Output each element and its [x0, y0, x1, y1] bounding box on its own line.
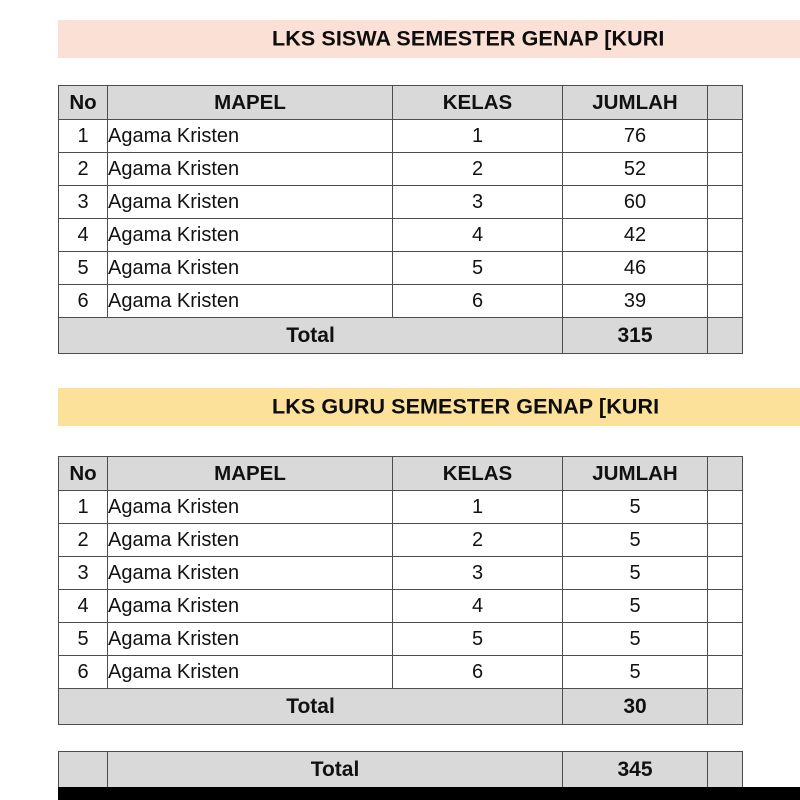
- cell-extra[interactable]: [708, 252, 743, 285]
- table-header-row: [59, 86, 743, 120]
- cell-kelas[interactable]: 6: [393, 656, 563, 689]
- cell-kelas[interactable]: 6: [393, 285, 563, 318]
- cell-kelas[interactable]: 2: [393, 153, 563, 186]
- cell-no[interactable]: 3: [59, 186, 108, 219]
- column-header-extra: [708, 457, 743, 491]
- total-value: 315: [563, 318, 708, 354]
- cell-mapel[interactable]: Agama Kristen: [108, 153, 393, 186]
- cell-mapel[interactable]: Agama Kristen: [108, 590, 393, 623]
- table-row[interactable]: [59, 186, 743, 219]
- total-row-guru: [59, 689, 743, 725]
- column-header-kelas: KELAS: [393, 86, 563, 120]
- bottom-black-bar: [58, 787, 800, 800]
- title-band-guru: [58, 388, 800, 426]
- cell-jumlah[interactable]: 5: [563, 590, 708, 623]
- cell-extra[interactable]: [708, 186, 743, 219]
- cell-jumlah[interactable]: 39: [563, 285, 708, 318]
- total-value: 30: [563, 689, 708, 725]
- cell-jumlah[interactable]: 5: [563, 656, 708, 689]
- cell-no[interactable]: 1: [59, 491, 108, 524]
- grand-total-table: [58, 751, 743, 788]
- cell-mapel[interactable]: Agama Kristen: [108, 120, 393, 153]
- cell-kelas[interactable]: 3: [393, 186, 563, 219]
- cell-jumlah[interactable]: 52: [563, 153, 708, 186]
- column-header-kelas: KELAS: [393, 457, 563, 491]
- cell-mapel[interactable]: Agama Kristen: [108, 252, 393, 285]
- cell-kelas[interactable]: 1: [393, 120, 563, 153]
- cell-no[interactable]: 4: [59, 219, 108, 252]
- table-row[interactable]: [59, 524, 743, 557]
- cell-jumlah[interactable]: 5: [563, 491, 708, 524]
- table-row[interactable]: [59, 557, 743, 590]
- cell-extra[interactable]: [708, 524, 743, 557]
- cell-no[interactable]: 6: [59, 285, 108, 318]
- table-row[interactable]: [59, 120, 743, 153]
- cell-kelas[interactable]: 5: [393, 252, 563, 285]
- cell-kelas[interactable]: 1: [393, 491, 563, 524]
- cell-jumlah[interactable]: 5: [563, 524, 708, 557]
- cell-extra[interactable]: [708, 557, 743, 590]
- column-header-mapel: MAPEL: [108, 86, 393, 120]
- cell-kelas[interactable]: 3: [393, 557, 563, 590]
- column-header-jumlah: JUMLAH: [563, 86, 708, 120]
- cell-jumlah[interactable]: 76: [563, 120, 708, 153]
- cell-mapel[interactable]: Agama Kristen: [108, 491, 393, 524]
- table-row[interactable]: [59, 285, 743, 318]
- table-lks-guru: [58, 456, 743, 725]
- cell-mapel[interactable]: Agama Kristen: [108, 186, 393, 219]
- column-header-no: No: [59, 86, 108, 120]
- cell-no[interactable]: 2: [59, 524, 108, 557]
- total-extra: [708, 689, 743, 725]
- total-label: Total: [59, 318, 563, 354]
- grand-total-spacer-no: [59, 752, 108, 788]
- table-row[interactable]: [59, 491, 743, 524]
- title-band-siswa: [58, 20, 800, 58]
- cell-extra[interactable]: [708, 120, 743, 153]
- cell-mapel[interactable]: Agama Kristen: [108, 557, 393, 590]
- cell-kelas[interactable]: 5: [393, 623, 563, 656]
- cell-extra[interactable]: [708, 491, 743, 524]
- column-header-mapel: MAPEL: [108, 457, 393, 491]
- table-row[interactable]: [59, 219, 743, 252]
- table-row[interactable]: [59, 623, 743, 656]
- cell-no[interactable]: 4: [59, 590, 108, 623]
- total-label: Total: [59, 689, 563, 725]
- column-header-jumlah: JUMLAH: [563, 457, 708, 491]
- cell-no[interactable]: 5: [59, 623, 108, 656]
- cell-no[interactable]: 1: [59, 120, 108, 153]
- table-row[interactable]: [59, 153, 743, 186]
- total-extra: [708, 318, 743, 354]
- cell-kelas[interactable]: 4: [393, 219, 563, 252]
- cell-extra[interactable]: [708, 590, 743, 623]
- column-header-extra: [708, 86, 743, 120]
- cell-mapel[interactable]: Agama Kristen: [108, 285, 393, 318]
- title-text-guru: LKS GURU SEMESTER GENAP [KURI: [272, 394, 660, 419]
- cell-extra[interactable]: [708, 153, 743, 186]
- grand-total-row: [59, 752, 743, 788]
- cell-mapel[interactable]: Agama Kristen: [108, 656, 393, 689]
- cell-no[interactable]: 2: [59, 153, 108, 186]
- cell-extra[interactable]: [708, 285, 743, 318]
- table-header-row: [59, 457, 743, 491]
- cell-jumlah[interactable]: 5: [563, 557, 708, 590]
- cell-extra[interactable]: [708, 623, 743, 656]
- left-margin-gutter: [0, 0, 58, 800]
- cell-mapel[interactable]: Agama Kristen: [108, 524, 393, 557]
- cell-extra[interactable]: [708, 219, 743, 252]
- cell-jumlah[interactable]: 42: [563, 219, 708, 252]
- cell-jumlah[interactable]: 5: [563, 623, 708, 656]
- table-lks-siswa: [58, 85, 743, 354]
- table-row[interactable]: [59, 656, 743, 689]
- cell-no[interactable]: 3: [59, 557, 108, 590]
- cell-mapel[interactable]: Agama Kristen: [108, 623, 393, 656]
- table-row[interactable]: [59, 252, 743, 285]
- cell-no[interactable]: 6: [59, 656, 108, 689]
- cell-kelas[interactable]: 4: [393, 590, 563, 623]
- cell-extra[interactable]: [708, 656, 743, 689]
- title-text-siswa: LKS SISWA SEMESTER GENAP [KURI: [272, 26, 665, 51]
- table-row[interactable]: [59, 590, 743, 623]
- grand-total-value: 345: [563, 752, 708, 788]
- cell-no[interactable]: 5: [59, 252, 108, 285]
- grand-total-extra: [708, 752, 743, 788]
- grand-total-label: Total: [108, 752, 563, 788]
- cell-mapel[interactable]: Agama Kristen: [108, 219, 393, 252]
- cell-jumlah[interactable]: 46: [563, 252, 708, 285]
- cell-jumlah[interactable]: 60: [563, 186, 708, 219]
- cell-kelas[interactable]: 2: [393, 524, 563, 557]
- total-row-siswa: [59, 318, 743, 354]
- column-header-no: No: [59, 457, 108, 491]
